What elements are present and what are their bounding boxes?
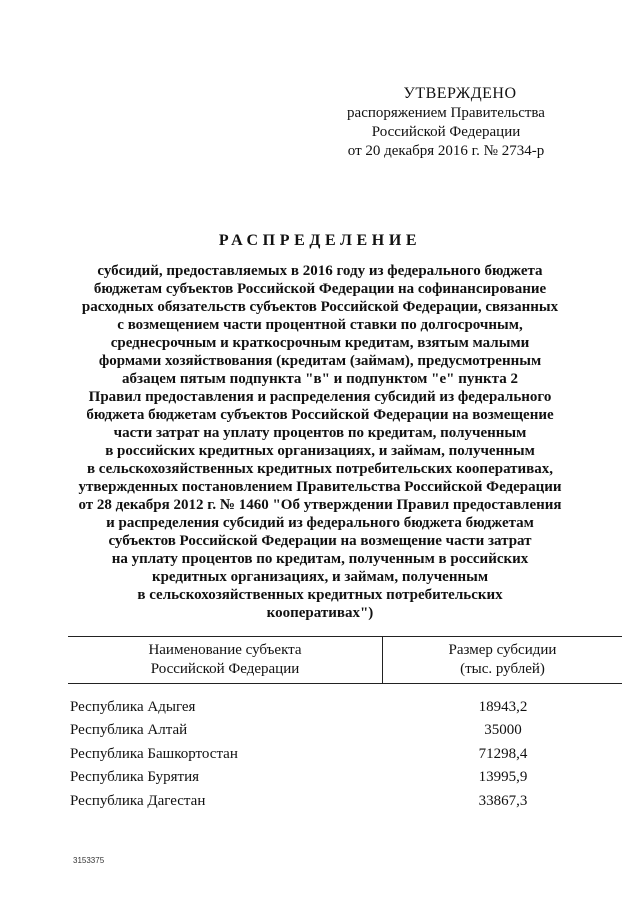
subject-name-cell: Республика Алтай (70, 722, 188, 739)
subsidy-amount-cell: 71298,4 (478, 745, 528, 762)
subject-name-cell: Республика Башкортостан (70, 745, 238, 762)
table-row (68, 743, 622, 766)
subtitle-line: формами хозяйствования (кредитам (займам), предусмотренным (98, 353, 542, 369)
table-header-divider (68, 683, 622, 684)
subsidy-table (68, 636, 622, 813)
subsidy-amount-cell: 35000 (484, 722, 522, 739)
subtitle-line: утвержденных постановлением Правительства Российской Федерации (78, 479, 562, 495)
column-header-subject-line: Наименование субъекта (148, 642, 302, 658)
subtitle-line: Правил предоставления и распределения субсидий из федерального (88, 389, 552, 405)
subtitle-line: кредитных организациях, и займам, полученным (151, 569, 489, 585)
subsidy-amount-cell: 13995,9 (478, 769, 528, 786)
subtitle-line: бюджета бюджетам субъектов Российской Федерации на возмещение (86, 407, 554, 423)
subtitle-line: на уплату процентов по кредитам, полученным в российских (111, 551, 529, 567)
table-row (68, 719, 622, 742)
table-row (68, 766, 622, 789)
subtitle-line: в сельскохозяйственных кредитных потребительских (137, 587, 503, 603)
table-row (68, 696, 622, 719)
approval-title: УТВЕРЖДЕНО (403, 85, 517, 102)
subtitle-line: кооперативах") (266, 605, 374, 621)
subtitle-line: субъектов Российской Федерации на возмещение части затрат (108, 533, 532, 549)
subtitle-line: бюджетам субъектов Российской Федерации на софинансирование (93, 281, 547, 297)
document-subtitle (40, 262, 600, 622)
subtitle-line: среднесрочным и краткосрочным кредитам, взятым малыми (110, 335, 530, 351)
subsidy-amount-cell: 18943,2 (478, 699, 528, 715)
subtitle-line: в российских кредитных организациях, и займам, полученным (105, 443, 535, 459)
document-title: РАСПРЕДЕЛЕНИЕ (218, 232, 422, 249)
column-header-amount-line: (тыс. рублей) (460, 661, 545, 677)
subtitle-line: и распределения субсидий из федерального бюджета бюджетам (106, 515, 534, 531)
subtitle-line: расходных обязательств субъектов Российской Федерации, связанных (81, 299, 559, 315)
approval-line: Российской Федерации (371, 124, 521, 140)
approval-line: распоряжением Правительства (347, 105, 545, 121)
subtitle-line: от 28 декабря 2012 г. № 1460 "Об утверждении Правил предоставления (78, 497, 562, 513)
column-header-amount (383, 637, 622, 683)
subtitle-line: в сельскохозяйственных кредитных потребительских кооперативах, (86, 461, 554, 477)
subtitle-line: части затрат на уплату процентов по кредитам, полученным (113, 425, 527, 441)
table-row (68, 790, 622, 813)
column-header-amount-line: Размер субсидии (448, 642, 557, 658)
subject-name-cell: Республика Адыгея (70, 699, 196, 715)
subtitle-line: с возмещением части процентной ставки по долгосрочным, (117, 317, 523, 333)
subtitle-line: абзацем пятым подпункта "в" и подпунктом "е" пункта 2 (122, 371, 518, 387)
subtitle-line: субсидий, предоставляемых в 2016 году из федерального бюджета (97, 263, 543, 279)
subsidy-amount-cell: 33867,3 (478, 792, 528, 809)
approval-date-line: от 20 декабря 2016 г. № 2734-р (347, 143, 545, 159)
subject-name-cell: Республика Бурятия (70, 769, 200, 786)
table-header (68, 637, 622, 683)
column-header-subject (68, 637, 383, 683)
approval-block (330, 84, 562, 161)
subject-name-cell: Республика Дагестан (70, 792, 206, 809)
table-body (68, 696, 622, 813)
document-code: 3153375 (73, 856, 105, 865)
column-header-subject-line: Российской Федерации (150, 661, 300, 677)
